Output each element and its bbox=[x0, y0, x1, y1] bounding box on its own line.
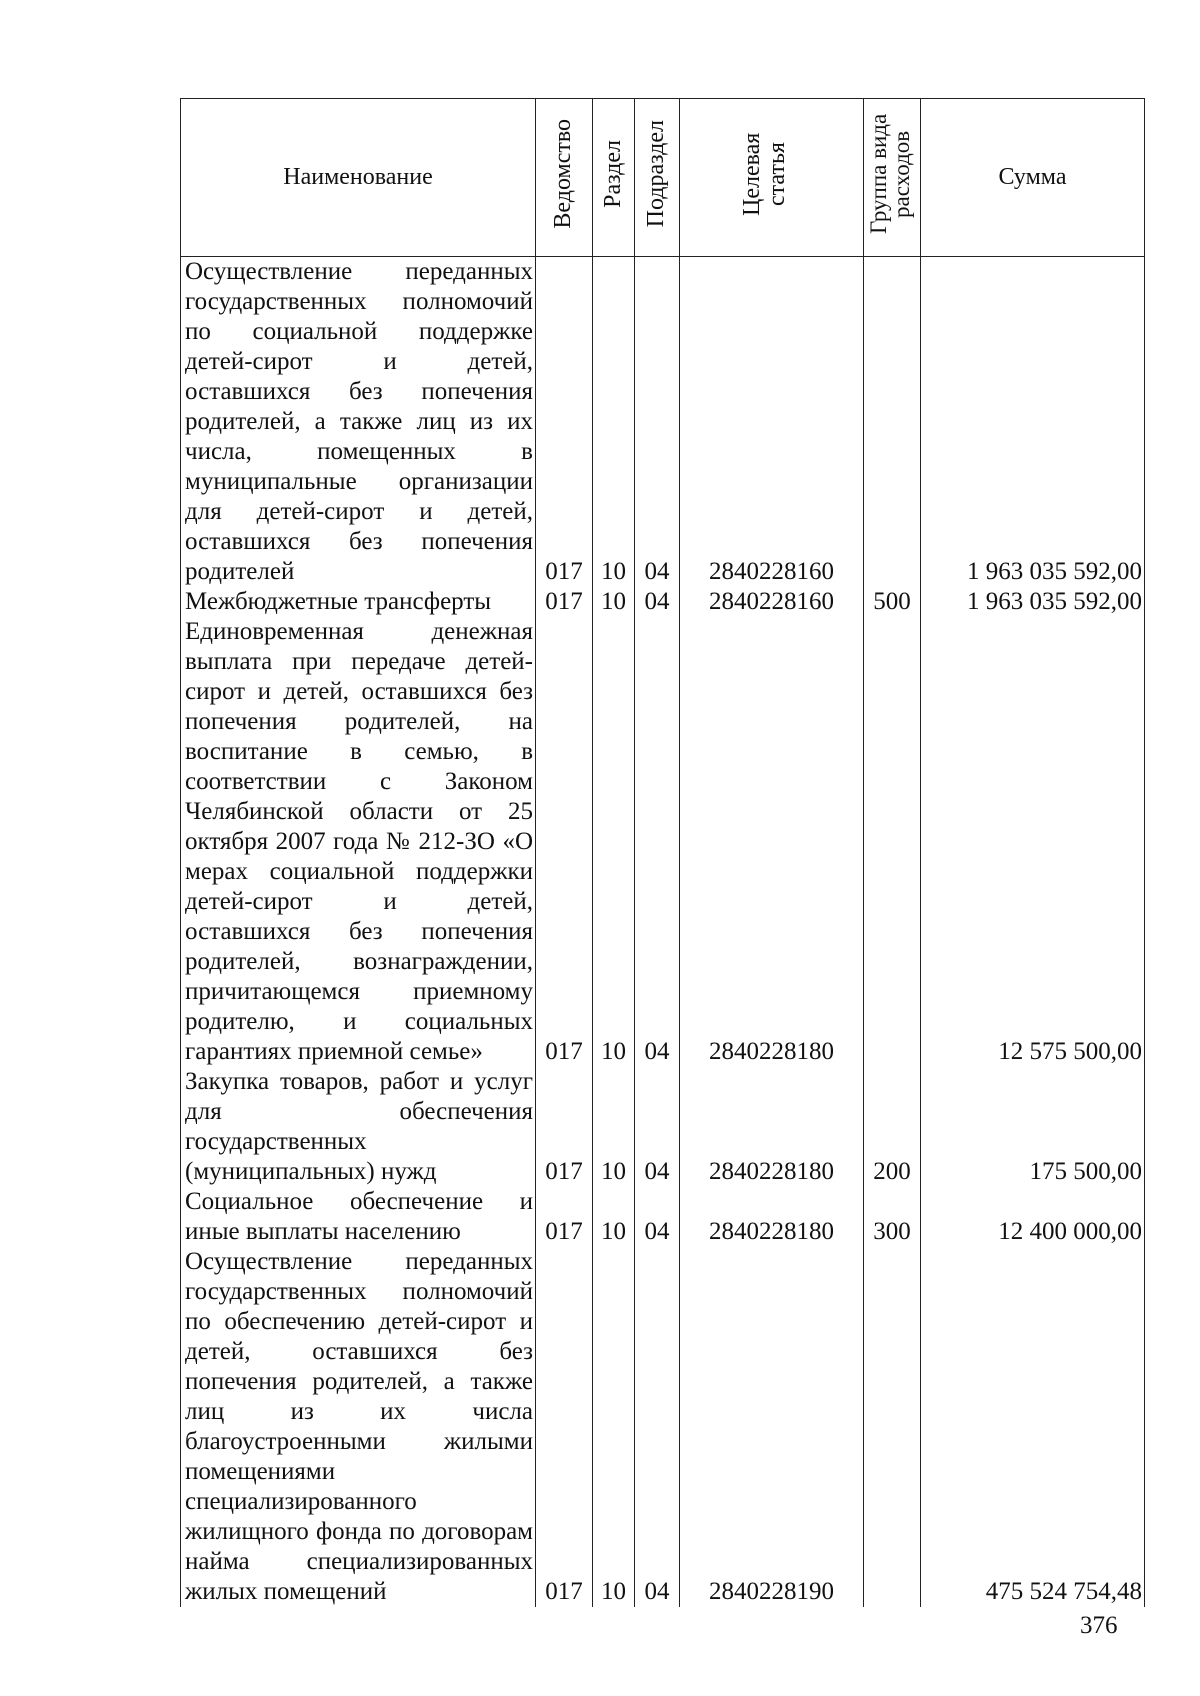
row-podrazdel: 04 bbox=[635, 587, 680, 617]
row-celevaya: 2840228160 bbox=[680, 257, 864, 588]
page-number: 376 bbox=[1080, 1612, 1118, 1639]
table-row bbox=[181, 1067, 1145, 1187]
header-ved: Ведомство bbox=[536, 99, 593, 257]
row-summa: 475 524 754,48 bbox=[921, 1247, 1145, 1607]
row-ved: 017 bbox=[536, 257, 593, 588]
row-ved: 017 bbox=[536, 617, 593, 1067]
row-razdel: 10 bbox=[593, 1247, 635, 1607]
budget-table bbox=[180, 98, 1145, 1607]
row-gruppa bbox=[864, 257, 921, 588]
header-razdel: Раздел bbox=[593, 99, 635, 257]
row-name: Осуществление переданных государственных полномочий по обеспечению детей-сирот и детей, оставшихся без попечения родителей, а также лиц из их числа благоустроенными жилыми помещениями специализированного жилищного фонда по договорам найма специализированных жилых помещений bbox=[181, 1247, 536, 1607]
table-row bbox=[181, 617, 1145, 1067]
row-name: Закупка товаров, работ и услуг для обеспечения государственных (муниципальных) нужд bbox=[181, 1067, 536, 1187]
row-summa: 12 575 500,00 bbox=[921, 617, 1145, 1067]
row-name: Межбюджетные трансферты bbox=[181, 587, 536, 617]
row-podrazdel: 04 bbox=[635, 1067, 680, 1187]
row-podrazdel: 04 bbox=[635, 1247, 680, 1607]
header-podrazdel: Подраздел bbox=[635, 99, 680, 257]
row-summa: 1 963 035 592,00 bbox=[921, 257, 1145, 588]
row-gruppa bbox=[864, 1247, 921, 1607]
table-header-row bbox=[181, 99, 1145, 257]
row-gruppa bbox=[864, 617, 921, 1067]
header-celevaya: Целевая статья bbox=[680, 99, 864, 257]
table-row bbox=[181, 257, 1145, 588]
row-razdel: 10 bbox=[593, 257, 635, 588]
budget-table-sheet bbox=[180, 98, 1144, 1607]
row-razdel: 10 bbox=[593, 587, 635, 617]
row-podrazdel: 04 bbox=[635, 257, 680, 588]
row-razdel: 10 bbox=[593, 1187, 635, 1247]
header-summa: Сумма bbox=[921, 99, 1145, 257]
table-row bbox=[181, 1247, 1145, 1607]
row-name: Единовременная денежная выплата при передаче детей-сирот и детей, оставшихся без попечения родителей, на воспитание в семью, в соответствии с Законом Челябинской области от 25 октября 2007 года № 212-ЗО «О мерах социальной поддержки детей-сирот и детей, оставшихся без попечения родителей, вознаграждении, причитающемся приемному родителю, и социальных гарантиях приемной семье» bbox=[181, 617, 536, 1067]
row-celevaya: 2840228180 bbox=[680, 1187, 864, 1247]
row-summa: 1 963 035 592,00 bbox=[921, 587, 1145, 617]
row-podrazdel: 04 bbox=[635, 617, 680, 1067]
header-gruppa: Группа вида расходов bbox=[864, 99, 921, 257]
row-name: Социальное обеспечение и иные выплаты населению bbox=[181, 1187, 536, 1247]
row-podrazdel: 04 bbox=[635, 1187, 680, 1247]
row-ved: 017 bbox=[536, 1187, 593, 1247]
row-summa: 175 500,00 bbox=[921, 1067, 1145, 1187]
table-row bbox=[181, 1187, 1145, 1247]
row-name: Осуществление переданных государственных полномочий по социальной поддержке детей-сирот и детей, оставшихся без попечения родителей, а также лиц из их числа, помещенных в муниципальные организации для детей-сирот и детей, оставшихся без попечения родителей bbox=[181, 257, 536, 588]
row-ved: 017 bbox=[536, 1067, 593, 1187]
row-gruppa: 500 bbox=[864, 587, 921, 617]
row-ved: 017 bbox=[536, 587, 593, 617]
table-row bbox=[181, 587, 1145, 617]
row-razdel: 10 bbox=[593, 617, 635, 1067]
row-gruppa: 300 bbox=[864, 1187, 921, 1247]
row-gruppa: 200 bbox=[864, 1067, 921, 1187]
row-summa: 12 400 000,00 bbox=[921, 1187, 1145, 1247]
row-ved: 017 bbox=[536, 1247, 593, 1607]
row-celevaya: 2840228180 bbox=[680, 617, 864, 1067]
row-celevaya: 2840228190 bbox=[680, 1247, 864, 1607]
header-name: Наименование bbox=[181, 99, 536, 257]
row-celevaya: 2840228160 bbox=[680, 587, 864, 617]
row-celevaya: 2840228180 bbox=[680, 1067, 864, 1187]
row-razdel: 10 bbox=[593, 1067, 635, 1187]
